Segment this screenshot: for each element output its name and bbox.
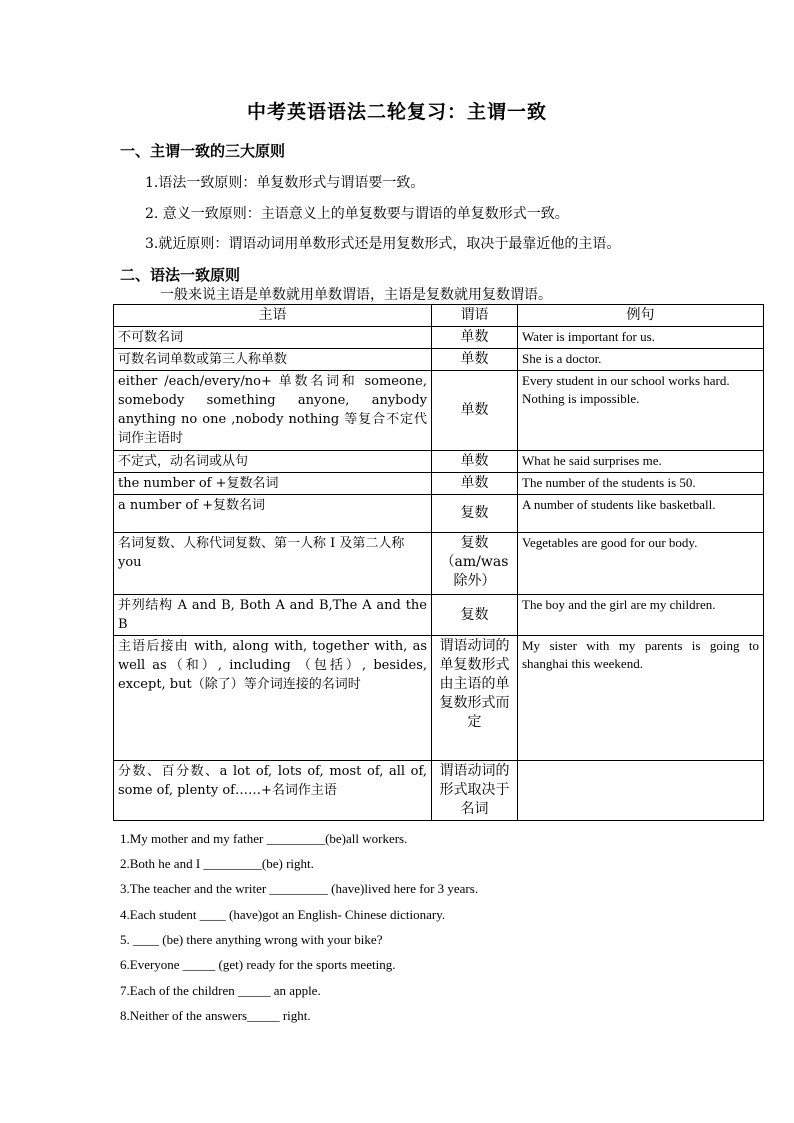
header-predicate: 谓语 (432, 305, 518, 327)
exercise-8: 8.Neither of the answers_____ right. (120, 1008, 311, 1023)
section2-heading: 二、语法一致原则 (120, 266, 241, 284)
subject-cell: 并列结构 A and B, Both A and B,The A and the B (114, 595, 432, 636)
section1-heading: 一、主谓一致的三大原则 (120, 142, 286, 160)
predicate-cell: 单数 (432, 473, 518, 495)
example-cell: The number of the students is 50. (518, 473, 764, 495)
table-row (114, 636, 764, 761)
subject-cell: 不定式，动名词或从句 (114, 451, 432, 473)
table-row (114, 327, 764, 349)
exercise-7: 7.Each of the children _____ an apple. (120, 983, 321, 998)
header-subject: 主语 (114, 305, 432, 327)
example-cell: What he said surprises me. (518, 451, 764, 473)
subject-cell: the number of +复数名词 (114, 473, 432, 495)
header-example: 例句 (518, 305, 764, 327)
predicate-cell: 复数（am/was除外） (432, 533, 518, 595)
subject-cell: either /each/every/no+ 单数名词和 someone, somebody something anyone, anybody anything no one ,nobody nothing 等复合不定代词作主语时 (114, 371, 432, 451)
example-cell: She is a doctor. (518, 349, 764, 371)
exercise-5: 5. ____ (be) there anything wrong with your bike? (120, 932, 383, 947)
principle-1: 1.语法一致原则：单复数形式与谓语要一致。 (145, 175, 425, 191)
table-row (114, 533, 764, 595)
example-cell (518, 761, 764, 821)
exercise-2: 2.Both he and I _________(be) right. (120, 856, 314, 871)
example-cell: Every student in our school works hard. Nothing is impossible. (518, 371, 764, 451)
table-row (114, 371, 764, 451)
table-row (114, 349, 764, 371)
table-row (114, 761, 764, 821)
predicate-cell: 单数 (432, 451, 518, 473)
example-cell: A number of students like basketball. (518, 495, 764, 533)
exercise-1: 1.My mother and my father _________(be)all workers. (120, 831, 408, 846)
predicate-cell: 单数 (432, 349, 518, 371)
example-cell: The boy and the girl are my children. (518, 595, 764, 636)
table-row (114, 473, 764, 495)
example-cell: Water is important for us. (518, 327, 764, 349)
subject-cell: 名词复数、人称代词复数、第一人称 I 及第二人称 you (114, 533, 432, 595)
subject-cell: 可数名词单数或第三人称单数 (114, 349, 432, 371)
predicate-cell: 复数 (432, 495, 518, 533)
predicate-cell: 单数 (432, 327, 518, 349)
exercise-4: 4.Each student ____ (have)got an English- Chinese dictionary. (120, 907, 446, 922)
exercise-3: 3.The teacher and the writer _________ (have)lived here for 3 years. (120, 881, 479, 896)
predicate-cell: 复数 (432, 595, 518, 636)
table-row (114, 495, 764, 533)
example-cell: Vegetables are good for our body. (518, 533, 764, 595)
table-row (114, 451, 764, 473)
predicate-cell: 谓语动词的单复数形式由主语的单复数形式而定 (432, 636, 518, 761)
page-title: 中考英语语法二轮复习：主谓一致 (246, 101, 547, 123)
example-cell: My sister with my parents is going to shanghai this weekend. (518, 636, 764, 761)
predicate-cell: 谓语动词的形式取决于名词 (432, 761, 518, 821)
table-header-row (114, 305, 764, 327)
table-row (114, 595, 764, 636)
principle-2: 2. 意义一致原则：主语意义上的单复数要与谓语的单复数形式一致。 (145, 206, 569, 222)
exercise-6: 6.Everyone _____ (get) ready for the sports meeting. (120, 957, 396, 972)
subject-cell: 分数、百分数、a lot of, lots of, most of, all of, some of, plenty of……+名词作主语 (114, 761, 432, 821)
subject-cell: a number of +复数名词 (114, 495, 432, 533)
predicate-cell: 单数 (432, 371, 518, 451)
section2-intro: 一般来说主语是单数就用单数谓语，主语是复数就用复数谓语。 (160, 287, 552, 303)
subject-cell: 不可数名词 (114, 327, 432, 349)
agreement-table (113, 304, 764, 821)
subject-cell: 主语后接由 with, along with, together with, as well as（和）, including （包括）, besides, except, but（除了）等介词连接的名词时 (114, 636, 432, 761)
principle-3: 3.就近原则：谓语动词用单数形式还是用复数形式，取决于最靠近他的主语。 (145, 236, 621, 252)
